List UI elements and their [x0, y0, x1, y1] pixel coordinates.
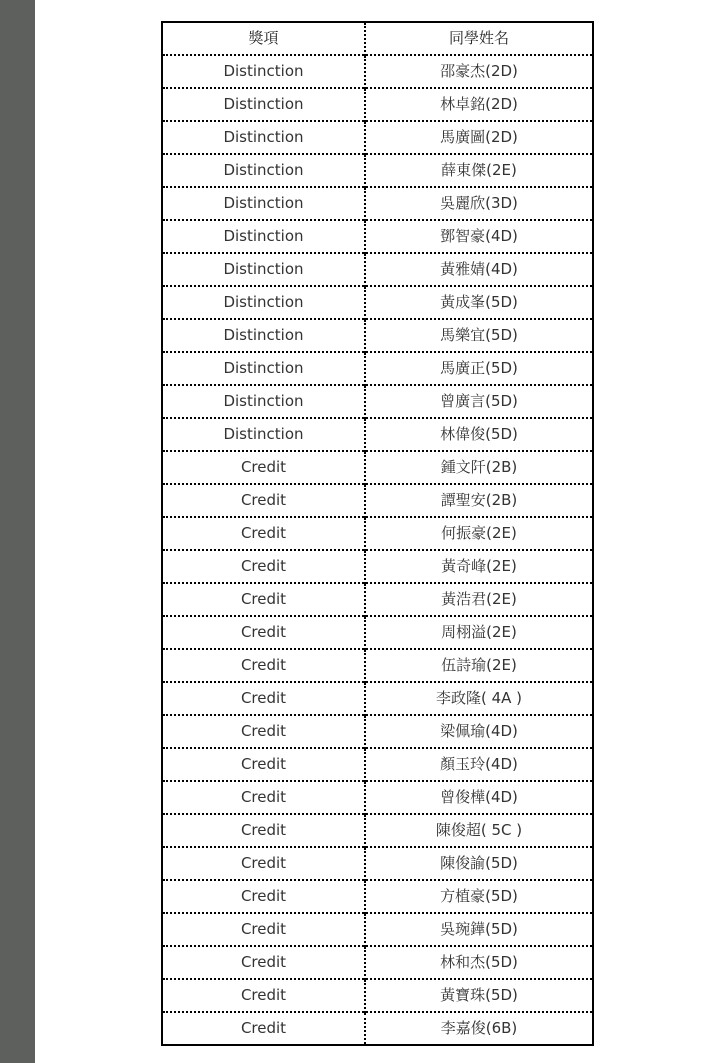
award-cell: Credit	[162, 649, 365, 682]
award-cell: Credit	[162, 1012, 365, 1045]
student-name-cell: 馬樂宜(5D)	[365, 319, 593, 352]
awards-table-container	[161, 21, 592, 1046]
award-cell: Credit	[162, 484, 365, 517]
table-row	[162, 451, 593, 484]
award-cell: Credit	[162, 451, 365, 484]
table-row	[162, 748, 593, 781]
award-cell: Credit	[162, 550, 365, 583]
student-name-cell: 黃寶珠(5D)	[365, 979, 593, 1012]
table-row	[162, 583, 593, 616]
student-name-cell: 薛東傑(2E)	[365, 154, 593, 187]
student-name-cell: 林卓銘(2D)	[365, 88, 593, 121]
header-student-name: 同學姓名	[448, 29, 509, 47]
table-row	[162, 88, 593, 121]
student-name-cell: 李嘉俊(6B)	[365, 1012, 593, 1045]
table-row	[162, 253, 593, 286]
table-row	[162, 847, 593, 880]
table-row	[162, 484, 593, 517]
award-cell: Distinction	[162, 220, 365, 253]
table-row	[162, 286, 593, 319]
student-name-cell: 何振豪(2E)	[365, 517, 593, 550]
award-cell: Credit	[162, 517, 365, 550]
student-name-cell: 黃奇峰(2E)	[365, 550, 593, 583]
table-row	[162, 319, 593, 352]
award-cell: Distinction	[162, 154, 365, 187]
award-cell: Distinction	[162, 121, 365, 154]
table-row	[162, 121, 593, 154]
student-name-cell: 吳麗欣(3D)	[365, 187, 593, 220]
table-row	[162, 979, 593, 1012]
award-cell: Credit	[162, 847, 365, 880]
table-row	[162, 913, 593, 946]
student-name-cell: 梁佩瑜(4D)	[365, 715, 593, 748]
table-row	[162, 946, 593, 979]
award-cell: Distinction	[162, 319, 365, 352]
header-row	[162, 22, 593, 55]
student-name-cell: 馬廣圖(2D)	[365, 121, 593, 154]
student-name-cell: 黃雅婧(4D)	[365, 253, 593, 286]
table-row	[162, 715, 593, 748]
award-cell: Distinction	[162, 88, 365, 121]
student-name-cell: 伍詩瑜(2E)	[365, 649, 593, 682]
table-row	[162, 649, 593, 682]
student-name-cell: 譚聖安(2B)	[365, 484, 593, 517]
table-body	[162, 55, 593, 1045]
student-name-cell: 林偉俊(5D)	[365, 418, 593, 451]
table-row	[162, 1012, 593, 1045]
table-row	[162, 781, 593, 814]
award-cell: Credit	[162, 616, 365, 649]
award-cell: Distinction	[162, 253, 365, 286]
award-cell: Credit	[162, 814, 365, 847]
student-name-cell: 黃浩君(2E)	[365, 583, 593, 616]
award-cell: Credit	[162, 979, 365, 1012]
student-name-cell: 陳俊諭(5D)	[365, 847, 593, 880]
table-row	[162, 187, 593, 220]
student-name-cell: 曾廣言(5D)	[365, 385, 593, 418]
table-row	[162, 517, 593, 550]
award-cell: Credit	[162, 946, 365, 979]
table-row	[162, 880, 593, 913]
student-name-cell: 鍾文阡(2B)	[365, 451, 593, 484]
award-cell: Distinction	[162, 418, 365, 451]
award-cell: Credit	[162, 715, 365, 748]
award-cell: Distinction	[162, 286, 365, 319]
table-row	[162, 352, 593, 385]
student-name-cell: 吳琬鏵(5D)	[365, 913, 593, 946]
left-sidebar-bar	[0, 0, 35, 1063]
award-cell: Distinction	[162, 352, 365, 385]
award-cell: Distinction	[162, 187, 365, 220]
student-name-cell: 黃成峯(5D)	[365, 286, 593, 319]
student-name-cell: 顏玉玲(4D)	[365, 748, 593, 781]
table-header	[162, 22, 593, 55]
student-name-cell: 李政隆( 4A )	[365, 682, 593, 715]
student-name-cell: 周栩溢(2E)	[365, 616, 593, 649]
awards-table	[161, 21, 594, 1046]
award-cell: Distinction	[162, 55, 365, 88]
table-row	[162, 55, 593, 88]
student-name-cell: 曾俊樺(4D)	[365, 781, 593, 814]
award-cell: Credit	[162, 781, 365, 814]
table-row	[162, 550, 593, 583]
table-row	[162, 814, 593, 847]
award-cell: Credit	[162, 682, 365, 715]
table-row	[162, 616, 593, 649]
student-name-cell: 陳俊超( 5C )	[365, 814, 593, 847]
table-row	[162, 385, 593, 418]
table-row	[162, 682, 593, 715]
award-cell: Distinction	[162, 385, 365, 418]
student-name-cell: 邵豪杰(2D)	[365, 55, 593, 88]
table-row	[162, 220, 593, 253]
student-name-cell: 方植豪(5D)	[365, 880, 593, 913]
student-name-cell: 馬廣正(5D)	[365, 352, 593, 385]
table-row	[162, 154, 593, 187]
table-row	[162, 418, 593, 451]
award-cell: Credit	[162, 913, 365, 946]
award-cell: Credit	[162, 880, 365, 913]
header-award: 獎項	[162, 22, 365, 55]
student-name-cell: 鄧智豪(4D)	[365, 220, 593, 253]
award-cell: Credit	[162, 583, 365, 616]
student-name-cell: 林和杰(5D)	[365, 946, 593, 979]
award-cell: Credit	[162, 748, 365, 781]
